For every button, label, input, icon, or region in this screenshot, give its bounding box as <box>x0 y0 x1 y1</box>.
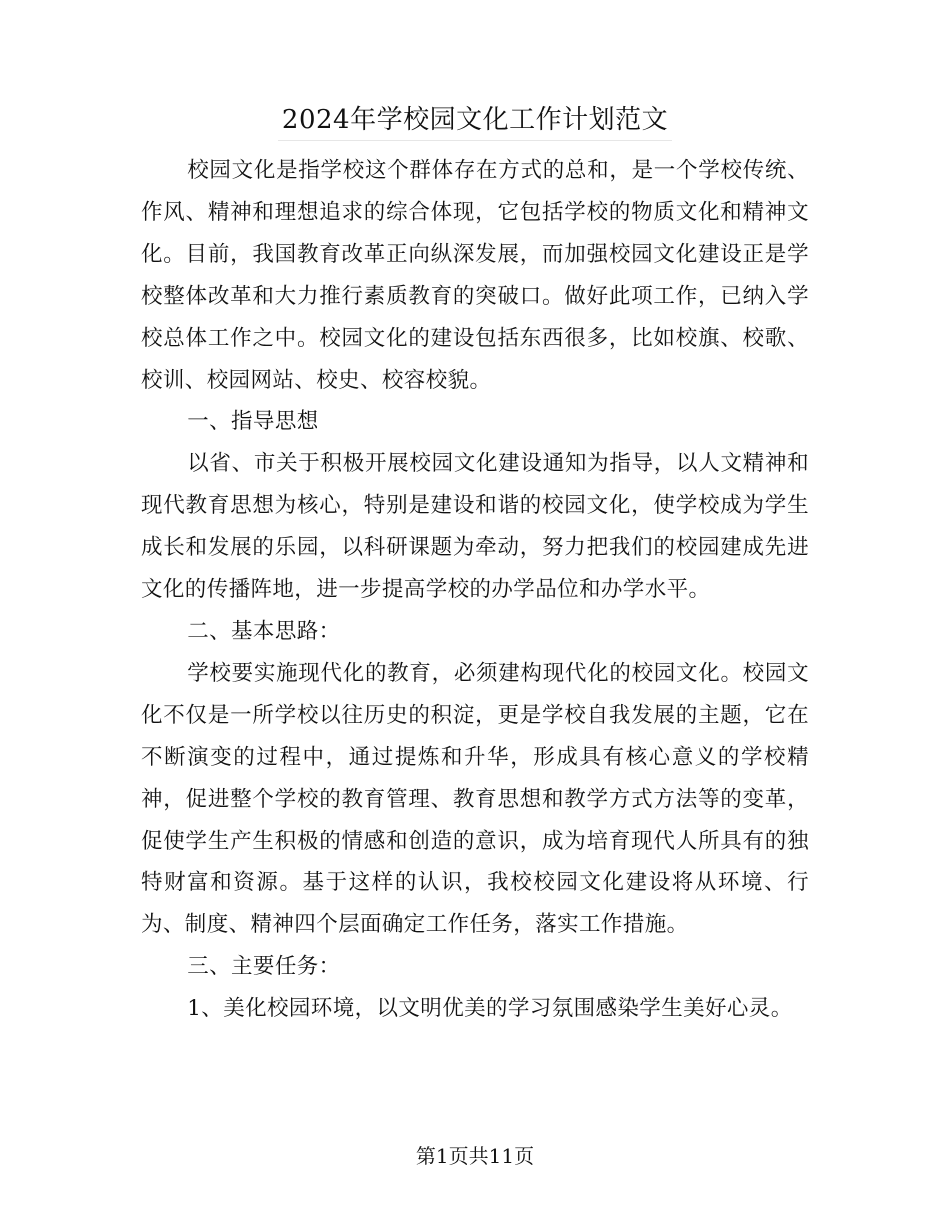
section-heading-main-tasks: 三、主要任务： <box>187 954 341 980</box>
section-heading-basic-approach: 二、基本思路： <box>187 618 341 644</box>
title-container <box>0 100 950 141</box>
document-body <box>141 150 809 1030</box>
guiding-ideology-paragraph: 以省、市关于积极开展校园文化建设通知为指导，以人文精神和现代教育思想为核心，特别是建设和谐的校园文化，使学校成为学生成长和发展的乐园，以科研课题为牵动，努力把我们的校园建成先进文化的传播阵地，进一步提高学校的办学品位和办学水平。 <box>141 451 809 603</box>
document-title: 2024年学校园文化工作计划范文 <box>278 100 672 141</box>
basic-approach-paragraph: 学校要实施现代化的教育，必须建构现代化的校园文化。校园文化不仅是一所学校以往历史的积淀，更是学校自我发展的主题，它在不断演变的过程中，通过提炼和升华，形成具有核心意义的学校精神，促进整个学校的教育管理、教育思想和教学方式方法等的变革，促使学生产生积极的情感和创造的意识，成为培育现代人所具有的独特财富和资源。基于这样的认识，我校校园文化建设将从环境、行为、制度、精神四个层面确定工作任务，落实工作措施。 <box>141 660 809 938</box>
section-heading-guiding-ideology: 一、指导思想 <box>187 409 319 435</box>
main-task-item-1: 1、美化校园环境，以文明优美的学习氛围感染学生美好心灵。 <box>187 996 793 1022</box>
intro-paragraph: 校园文化是指学校这个群体存在方式的总和，是一个学校传统、作风、精神和理想追求的综合体现，它包括学校的物质文化和精神文化。目前，我国教育改革正向纵深发展，而加强校园文化建设正是学校整体改革和大力推行素质教育的突破口。做好此项工作，已纳入学校总体工作之中。校园文化的建设包括东西很多，比如校旗、校歌、校训、校园网站、校史、校容校貌。 <box>141 158 809 393</box>
page-number-footer: 第1页共11页 <box>415 1144 535 1168</box>
